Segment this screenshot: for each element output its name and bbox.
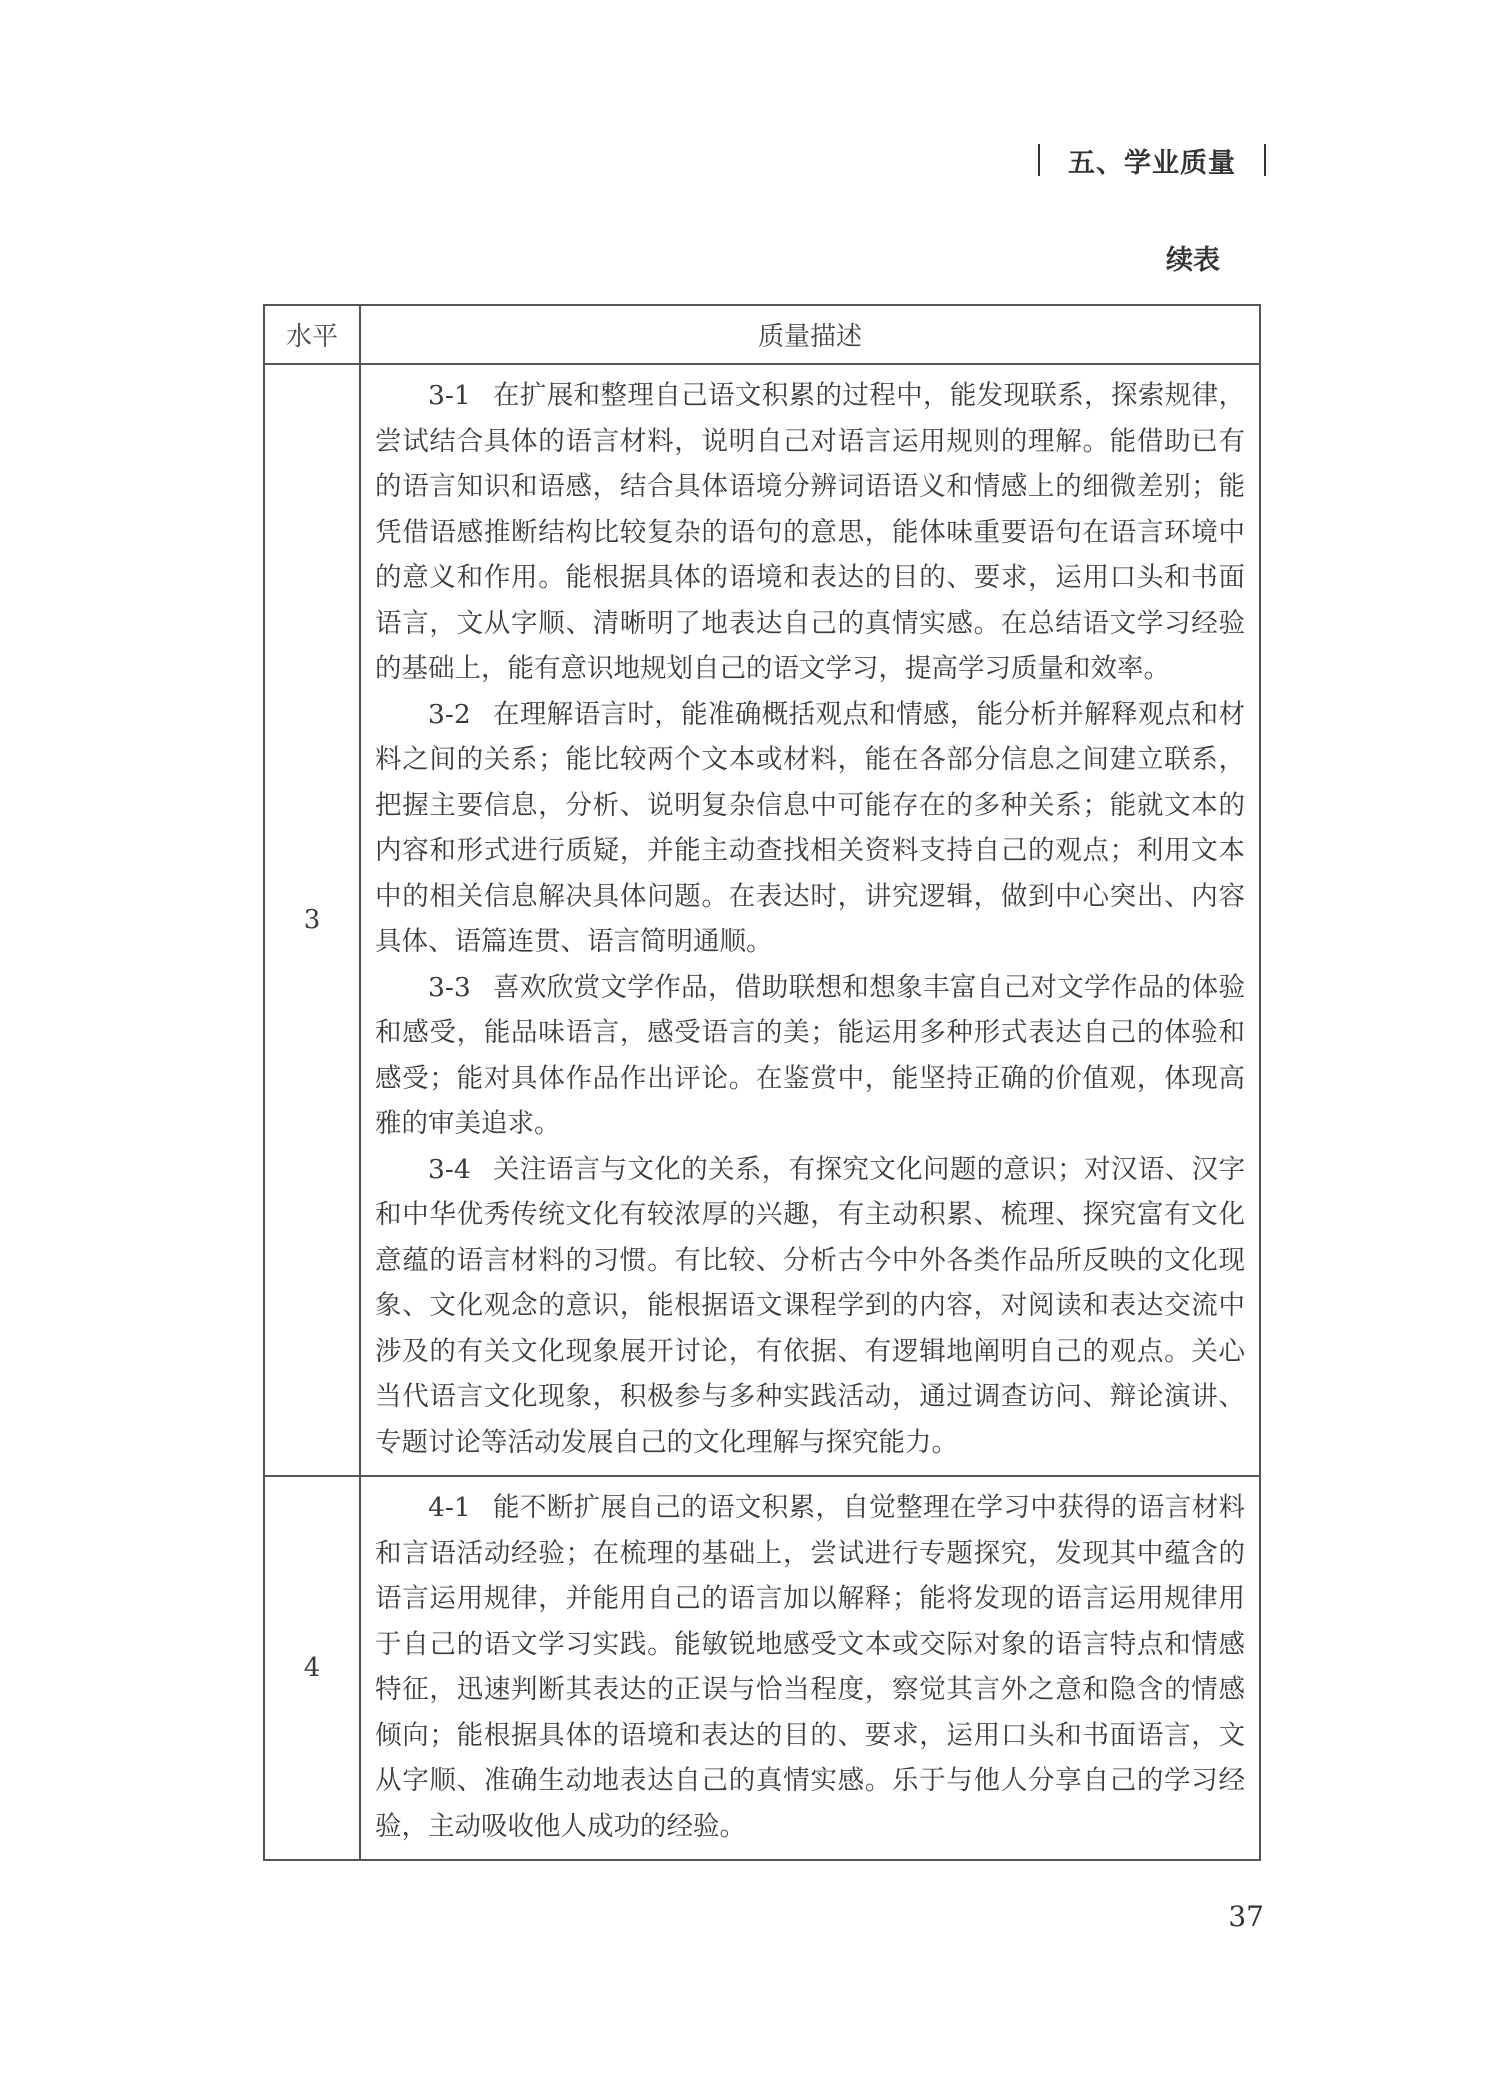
description-cell	[360, 364, 1260, 1476]
item-number: 3-1	[428, 380, 471, 411]
header-right-rule	[1264, 144, 1266, 176]
table-header-row	[264, 305, 1260, 364]
quality-paragraph	[375, 692, 1245, 965]
level-cell: 4	[264, 1476, 360, 1860]
quality-table	[263, 304, 1261, 1861]
item-text: 在理解语言时，能准确概括观点和情感，能分析并解释观点和材料之间的关系；能比较两个文本或材料，能在各部分信息之间建立联系，把握主要信息，分析、说明复杂信息中可能存在的多种关系；能就文本的内容和形式进行质疑，并能主动查找相关资料支持自己的观点；利用文本中的相关信息解决具体问题。在表达时，讲究逻辑，做到中心突出、内容具体、语篇连贯、语言简明通顺。	[375, 698, 1245, 957]
header-level: 水平	[264, 305, 360, 364]
item-text: 在扩展和整理自己语文积累的过程中，能发现联系，探索规律，尝试结合具体的语言材料，说明自己对语言运用规则的理解。能借助已有的语言知识和语感，结合具体语境分辨词语语义和情感上的细微差别；能凭借语感推断结构比较复杂的语句的意思，能体味重要语句在语言环境中的意义和作用。能根据具体的语境和表达的目的、要求，运用口头和书面语言，文从字顺、清晰明了地表达自己的真情实感。在总结语文学习经验的基础上，能有意识地规划自己的语文学习，提高学习质量和效率。	[375, 380, 1245, 684]
table-caption: 续表	[1166, 245, 1220, 276]
item-number: 3-3	[428, 971, 471, 1003]
quality-paragraph	[375, 1147, 1245, 1466]
table-row-level-3	[264, 364, 1260, 1476]
description-cell	[360, 1476, 1260, 1860]
item-text: 关注语言与文化的关系，有探究文化问题的意识；对汉语、汉字和中华优秀传统文化有较浓厚的兴趣，有主动积累、梳理、探究富有文化意蕴的语言材料的习惯。有比较、分析古今中外各类作品所反映的文化现象、文化观念的意识，能根据语文课程学到的内容，对阅读和表达交流中涉及的有关文化现象展开讨论，有依据、有逻辑地阐明自己的观点。关心当代语言文化现象，积极参与多种实践活动，通过调查访问、辩论演讲、专题讨论等活动发展自己的文化理解与探究能力。	[375, 1153, 1245, 1458]
header-description: 质量描述	[360, 305, 1260, 364]
item-text: 能不断扩展自己的语文积累，自觉整理在学习中获得的语言材料和言语活动经验；在梳理的基础上，尝试进行专题探究，发现其中蕴含的语言运用规律，并能用自己的语言加以解释；能将发现的语言运用规律用于自己的语文学习实践。能敏锐地感受文本或交际对象的语言特点和情感特征，迅速判断其表达的正误与恰当程度，察觉其言外之意和隐含的情感倾向；能根据具体的语境和表达的目的、要求，运用口头和书面语言，文从字顺、准确生动地表达自己的真情实感。乐于与他人分享自己的学习经验，主动吸收他人成功的经验。	[375, 1492, 1245, 1842]
page-number: 37	[1228, 1900, 1264, 1933]
quality-paragraph	[375, 373, 1245, 692]
quality-paragraph	[375, 965, 1245, 1147]
item-text: 喜欢欣赏文学作品，借助联想和想象丰富自己对文学作品的体验和感受，能品味语言，感受语言的美；能运用多种形式表达自己的体验和感受；能对具体作品作出评论。在鉴赏中，能坚持正确的价值观，体现高雅的审美追求。	[375, 971, 1245, 1139]
item-number: 3-2	[428, 698, 471, 730]
running-header	[1038, 140, 1266, 180]
header-left-rule	[1038, 144, 1040, 176]
quality-paragraph	[375, 1485, 1245, 1849]
item-number: 3-4	[428, 1153, 471, 1185]
item-number: 4-1	[428, 1492, 471, 1523]
section-title: 五、学业质量	[1068, 147, 1236, 179]
table-row-level-4	[264, 1476, 1260, 1860]
level-cell: 3	[264, 364, 360, 1476]
